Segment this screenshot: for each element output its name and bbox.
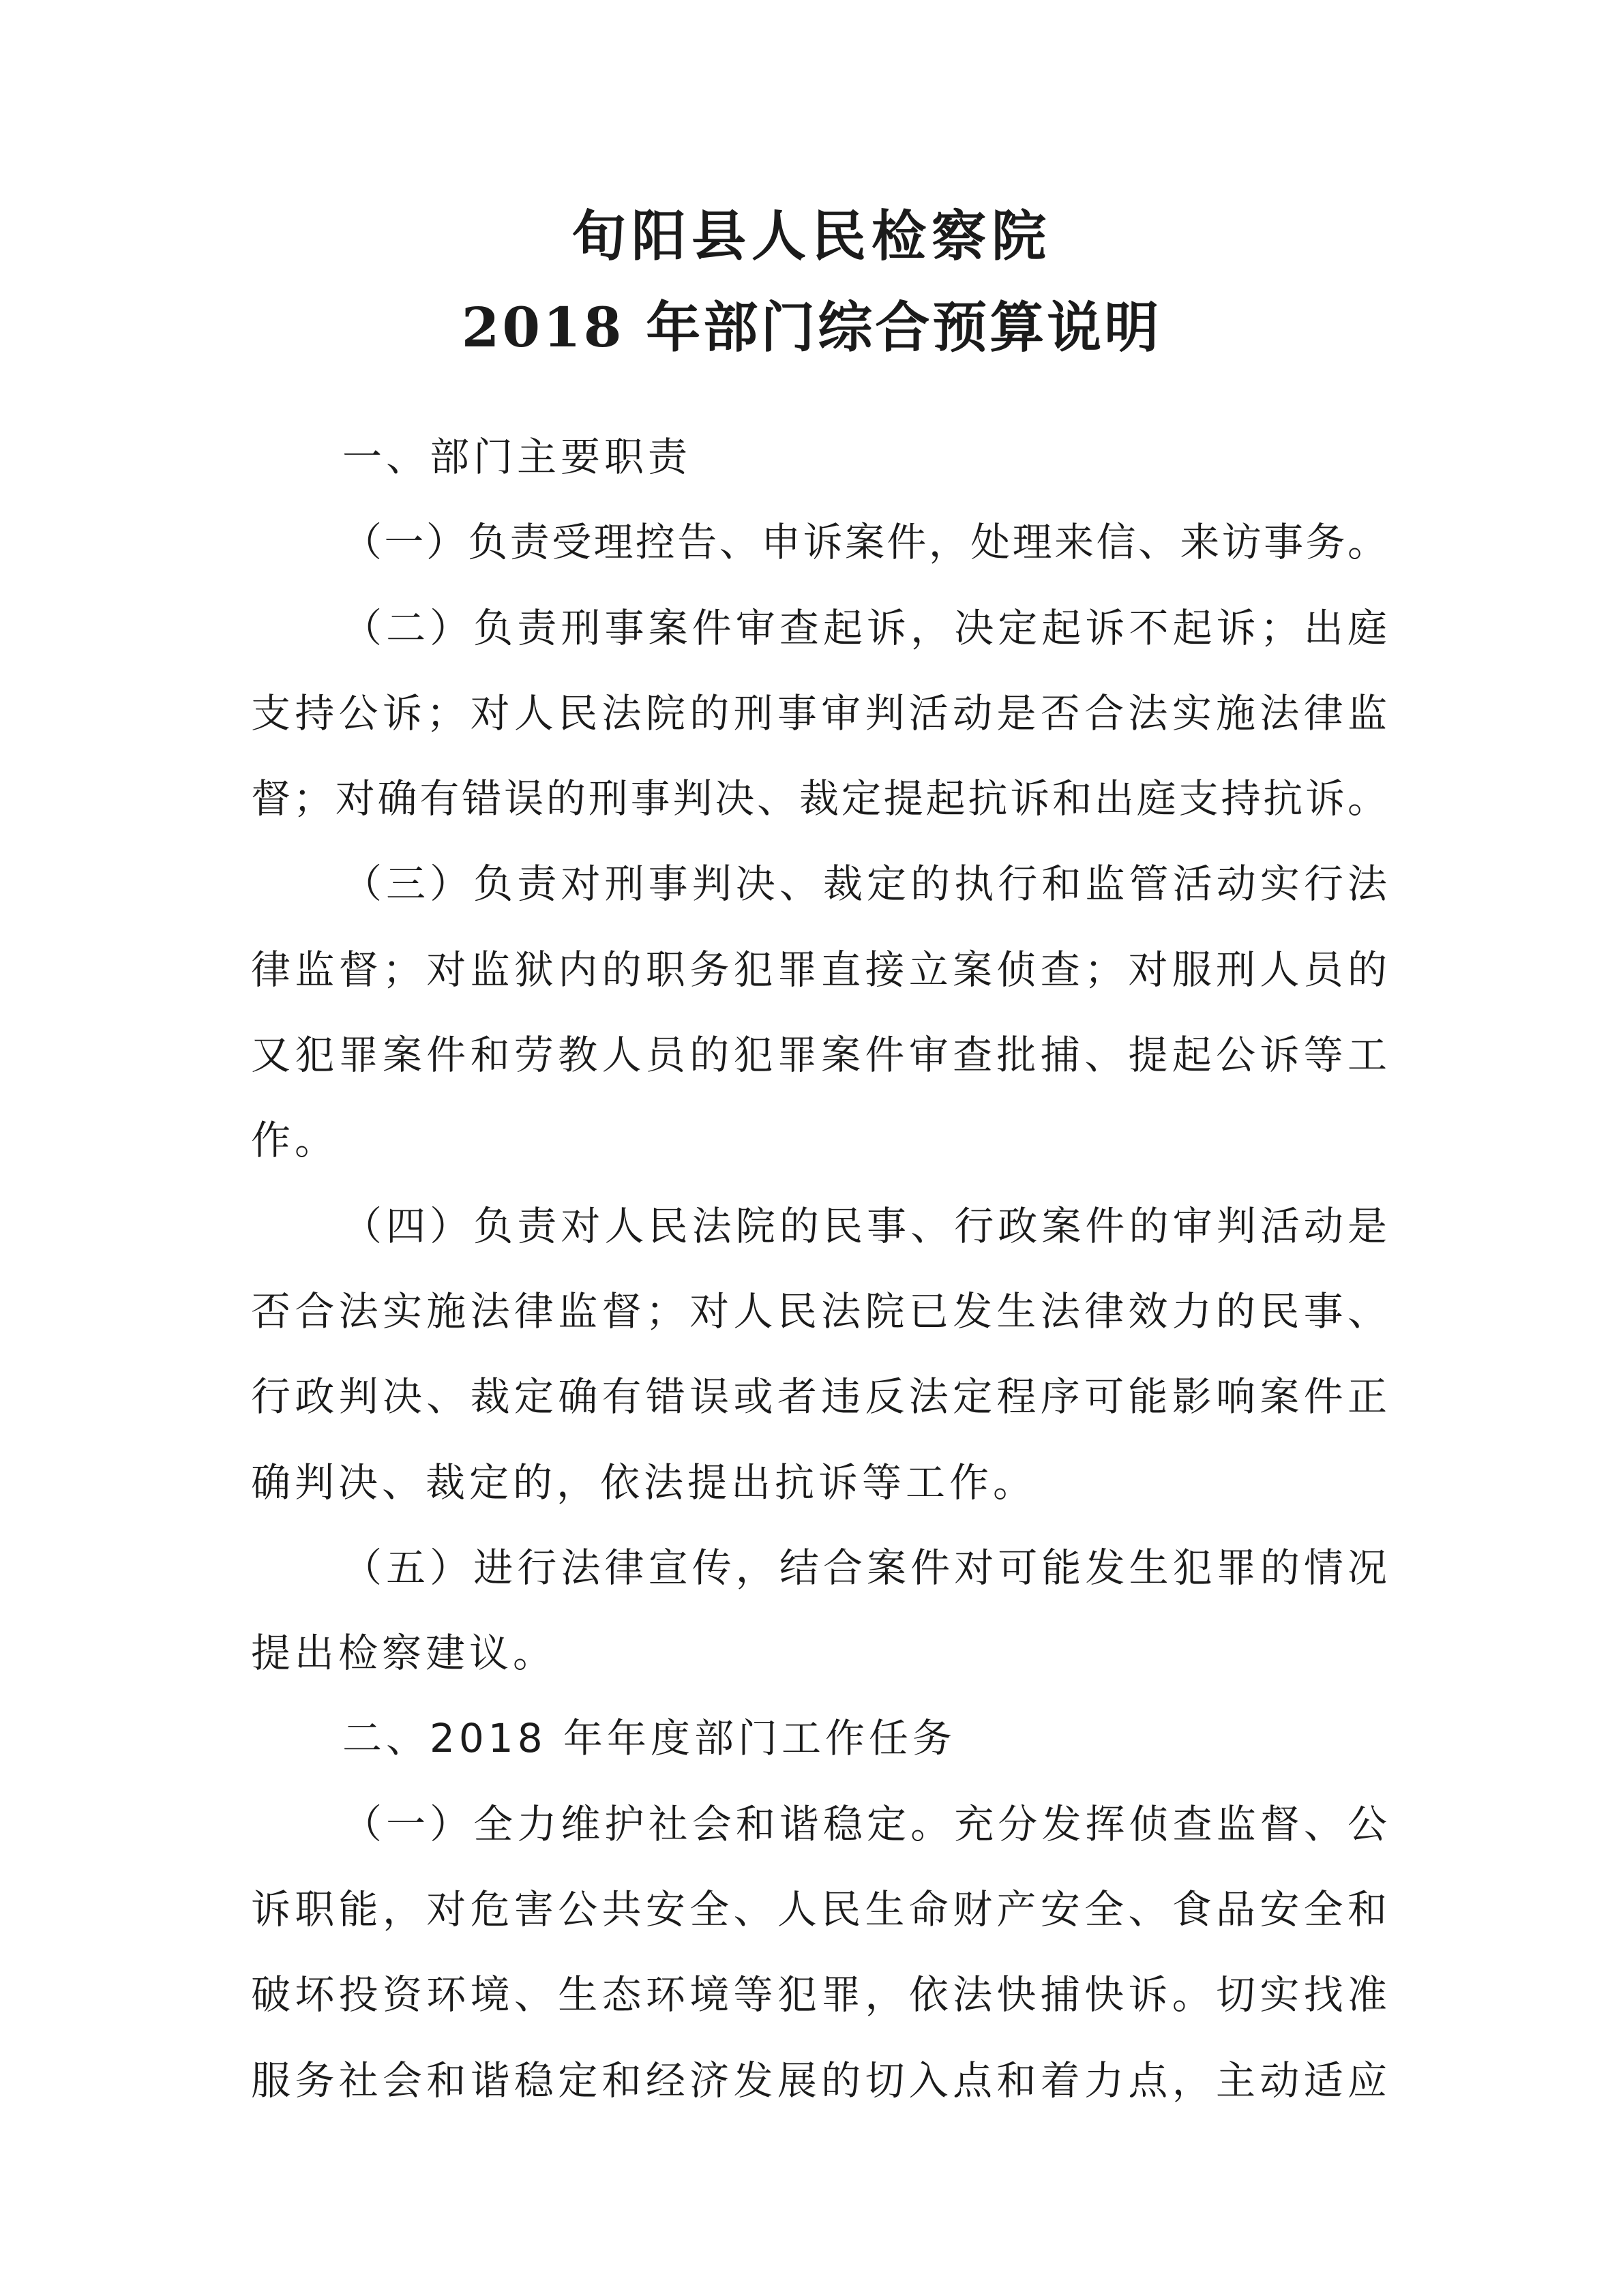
paragraph-line: 支持公诉；对人民法院的刑事审判活动是否合法实施法律监 (251, 689, 1387, 736)
paragraph (251, 586, 1387, 842)
paragraph (251, 1525, 1387, 1697)
paragraph-line: （二）负责刑事案件审查起诉，决定起诉不起诉；出庭 (342, 604, 1387, 651)
paragraph-line: 诉职能，对危害公共安全、人民生命财产安全、食品安全和 (251, 1886, 1387, 1933)
paragraph-line: 督；对确有错误的刑事判决、裁定提起抗诉和出庭支持抗诉。 (251, 775, 1387, 822)
paragraph (251, 841, 1387, 1183)
paragraph-line: （四）负责对人民法院的民事、行政案件的审判活动是 (342, 1202, 1387, 1249)
section-heading: 一、部门主要职责 (342, 434, 692, 480)
document-subtitle: 2018 年部门综合预算说明 (461, 295, 1162, 359)
paragraph-line: 服务社会和谐稳定和经济发展的切入点和着力点，主动适应 (251, 2057, 1387, 2104)
paragraph-line: 又犯罪案件和劳教人员的犯罪案件审查批捕、提起公诉等工 (251, 1032, 1387, 1079)
paragraph-line: （一）全力维护社会和谐稳定。充分发挥侦查监督、公 (342, 1800, 1387, 1847)
section-heading: 二、2018 年年度部门工作任务 (342, 1715, 957, 1762)
paragraph-line: 破坏投资环境、生态环境等犯罪，依法快捕快诉。切实找准 (251, 1971, 1387, 2018)
paragraph-line: 作。 (251, 1117, 339, 1164)
paragraph-line: 提出检察建议。 (251, 1630, 557, 1677)
paragraph-line: 确判决、裁定的，依法提出抗诉等工作。 (251, 1459, 1037, 1506)
paragraph-line: 否合法实施法律监督；对人民法院已发生法律效力的民事、 (251, 1287, 1387, 1335)
document-body (251, 415, 1387, 2123)
paragraph-line: （三）负责对刑事判决、裁定的执行和监管活动实行法 (342, 861, 1387, 908)
paragraph (251, 1184, 1387, 1525)
paragraph (251, 500, 1387, 585)
paragraph-line: （五）进行法律宣传，结合案件对可能发生犯罪的情况 (342, 1544, 1387, 1591)
document-title: 旬阳县人民检察院 (571, 204, 1052, 268)
paragraph-line: （一）负责受理控告、申诉案件，处理来信、来访事务。 (342, 519, 1387, 566)
paragraph-line: 律监督；对监狱内的职务犯罪直接立案侦查；对服刑人员的 (251, 946, 1387, 993)
paragraph (251, 1782, 1387, 2123)
paragraph-line: 行政判决、裁定确有错误或者违反法定程序可能影响案件正 (251, 1373, 1387, 1420)
